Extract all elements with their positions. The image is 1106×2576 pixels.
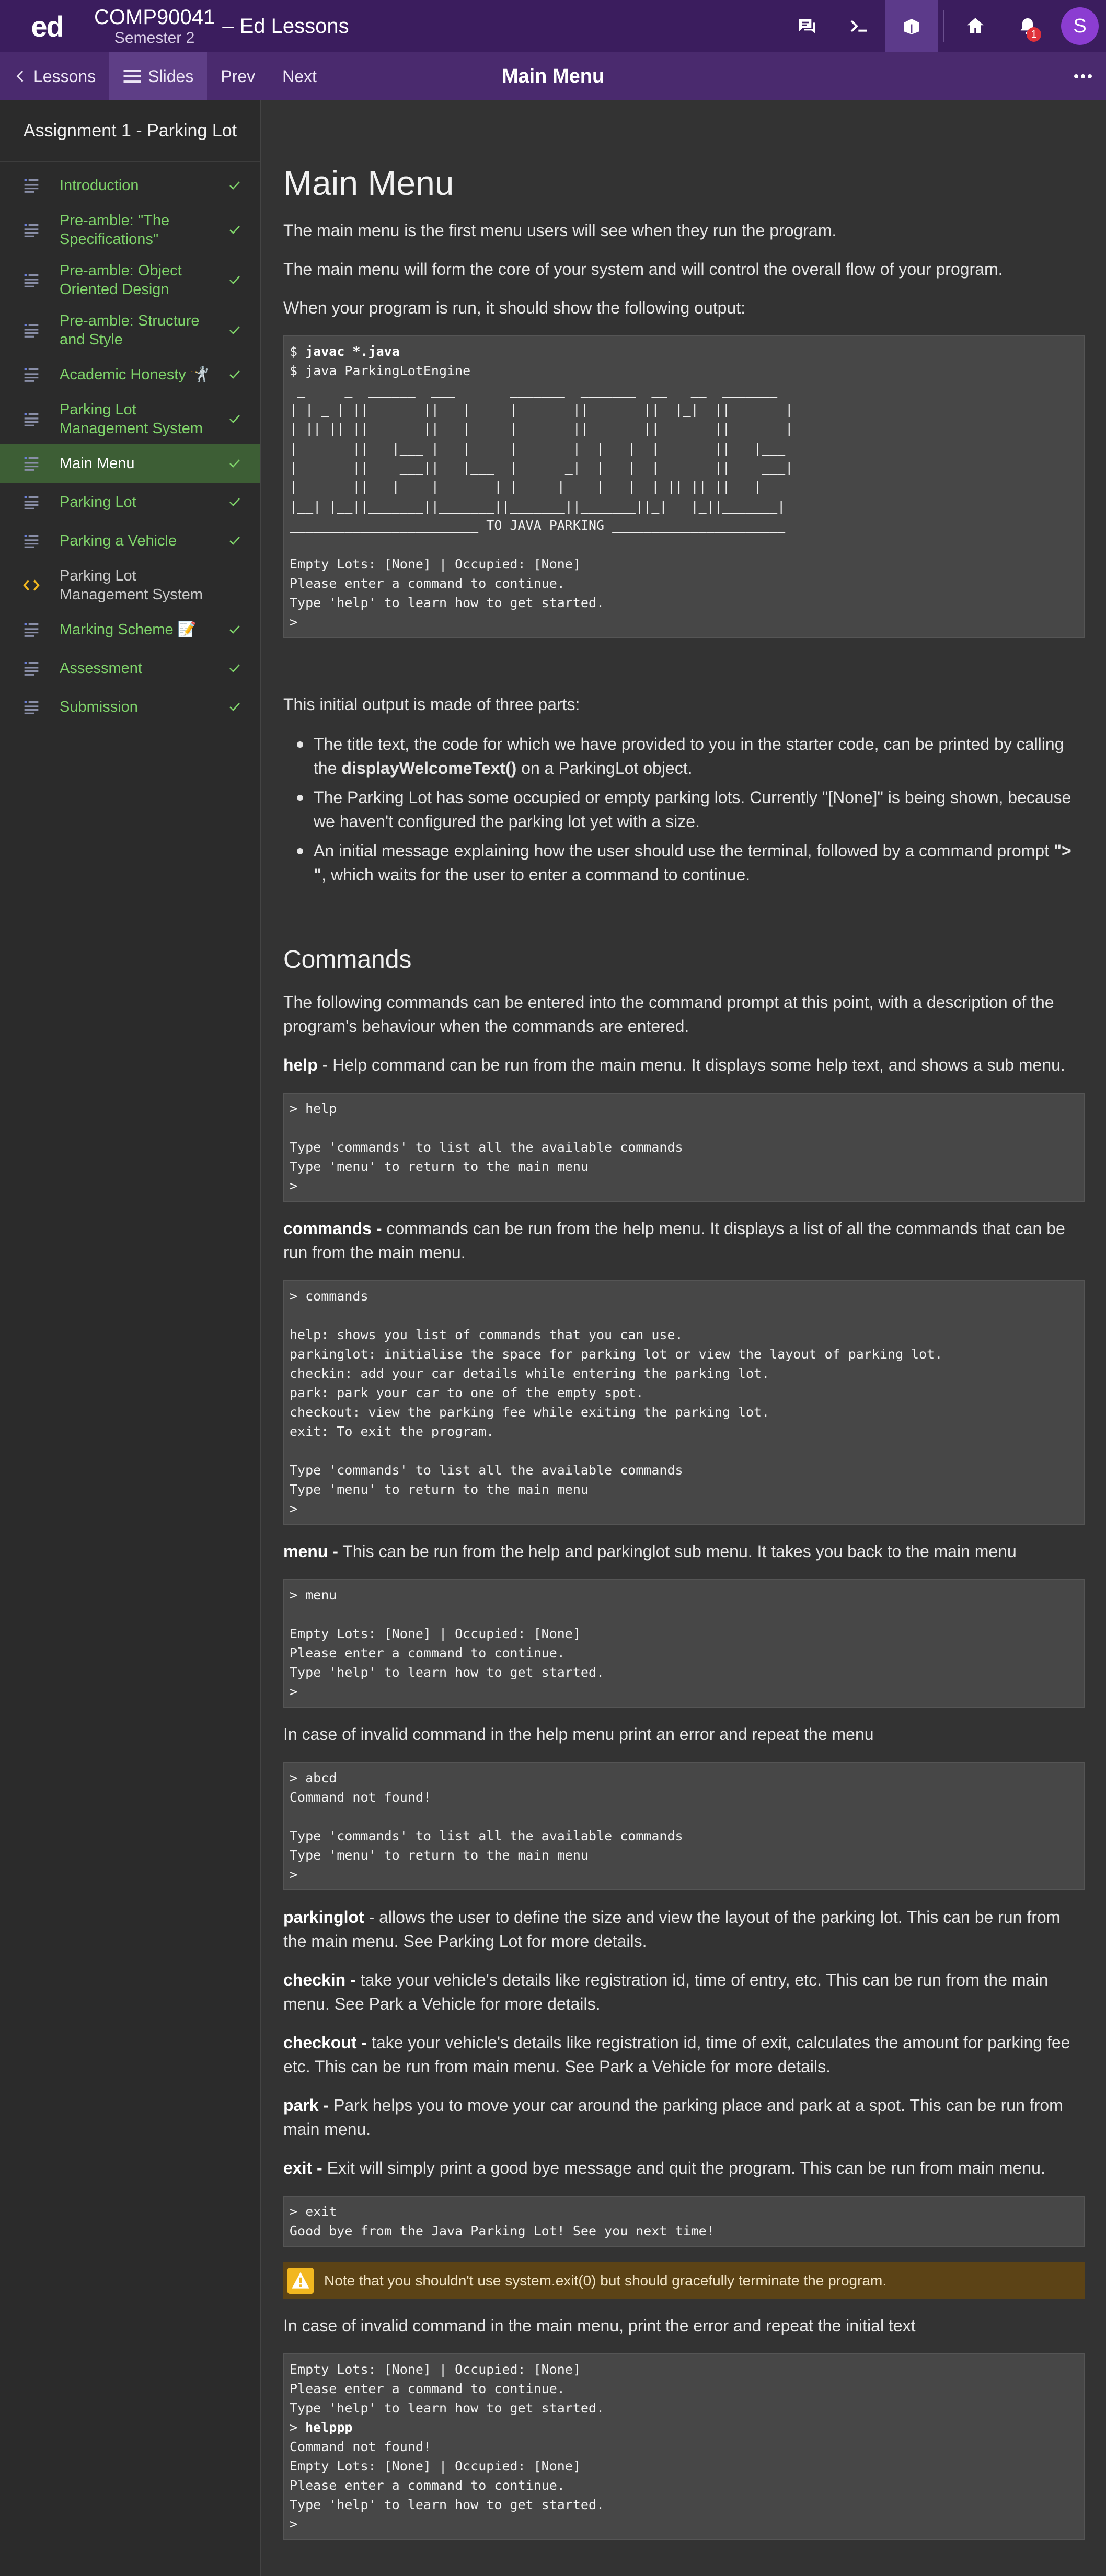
- slide-label: Parking Lot: [60, 494, 136, 510]
- check-icon: [229, 225, 240, 235]
- document-icon: [23, 621, 40, 638]
- code-icon: [23, 577, 40, 594]
- bullet-list: [314, 732, 1085, 887]
- code-block-menu[interactable]: > menu Empty Lots: [None] | Occupied: [None] Please enter a command to continue. Type 'help' to learn how to get started. >: [283, 1579, 1085, 1708]
- list-item: The Parking Lot has some occupied or empty parking lots. Currently "[None]" is being shown, because we haven't configured the parking lot yet with a size.: [314, 785, 1085, 833]
- app-title: – Ed Lessons: [222, 14, 349, 38]
- lessons-button[interactable]: [885, 0, 938, 52]
- sidebar-slide-item[interactable]: [0, 521, 260, 560]
- sidebar-slide-item[interactable]: [0, 688, 260, 726]
- check-icon: [229, 326, 240, 335]
- code-block-invalid-main[interactable]: Empty Lots: [None] | Occupied: [None] Please enter a command to continue. Type 'help' to learn how to get started. > helppp Command not found! Empty Lots: [None] | Occupied: [None] Please enter a command to continue. Type 'help' to learn how to get started. >: [283, 2353, 1085, 2540]
- welcome-banner: _ _ ______ ___ _______ _______ __ __ _______ | | _ | || || | | || || |_| || | | || || || ___|| | | ||_ _|| || ___| | || |___ | | | | | | | || |___ | || ___|| |___ | _| | | | || ___| | _ || |___ | | | |_ | | | ||_|| || |___ |__| |__||_______||_______||_______||_______||_| |_||_______| ________________________ TO JAVA PARKING ______________________: [290, 382, 793, 533]
- check-icon: [229, 536, 240, 546]
- chevron-left-icon: [14, 68, 27, 84]
- notification-badge: 1: [1027, 27, 1041, 42]
- paragraph: The main menu will form the core of your system and will control the overall flow of your program.: [283, 260, 1003, 279]
- lessons-book-icon: [901, 15, 923, 37]
- checkin-description: checkin - take your vehicle's details like registration id, time of entry, etc. This can be run from the main menu. See Park a Vehicle for more details.: [283, 1970, 1049, 2013]
- prev-button[interactable]: Prev: [221, 66, 256, 86]
- check-icon: [229, 459, 240, 468]
- more-options-button[interactable]: [1073, 52, 1093, 100]
- sidebar-slide-item[interactable]: [0, 166, 260, 205]
- slide-list: [0, 162, 260, 726]
- check-icon: [229, 414, 240, 424]
- slide-label: Marking Scheme 📝: [60, 621, 197, 638]
- sidebar-slide-item[interactable]: [0, 610, 260, 649]
- home-button[interactable]: [949, 0, 1001, 52]
- document-icon: [23, 494, 40, 510]
- check-icon: [229, 625, 240, 634]
- slide-label: Parking Lot Management System: [60, 567, 203, 603]
- paragraph: The following commands can be entered into the command prompt at this point, with a description of the program's behaviour when the commands are entered.: [283, 993, 1054, 1036]
- check-icon: [229, 275, 240, 285]
- user-menu-button[interactable]: [1054, 0, 1106, 52]
- slide-label: Pre-amble: Object Oriented Design: [60, 262, 182, 298]
- check-icon: [229, 664, 240, 673]
- slide-label: Academic Honesty 🤺: [60, 366, 209, 383]
- slides-label: Slides: [148, 66, 194, 86]
- top-header: [0, 0, 1106, 52]
- slide-label: Main Menu: [60, 455, 135, 472]
- ed-logo[interactable]: ed: [31, 9, 63, 43]
- code-command: helppp: [305, 2420, 353, 2435]
- sidebar-slide-item[interactable]: [0, 255, 260, 305]
- chat-icon: [797, 16, 817, 37]
- back-label: Lessons: [33, 66, 96, 86]
- commands-heading: Commands: [283, 946, 412, 973]
- document-icon: [23, 455, 40, 472]
- paragraph: This initial output is made of three parts:: [283, 695, 580, 714]
- document-icon: [23, 322, 40, 339]
- slide-label: Submission: [60, 699, 138, 715]
- slide-label: Pre-amble: Structure and Style: [60, 312, 200, 348]
- warning-text: Note that you shouldn't use system.exit(0) but should gracefully terminate the program.: [324, 2272, 887, 2289]
- paragraph: In case of invalid command in the help menu print an error and repeat the menu: [283, 1725, 874, 1744]
- list-item: An initial message explaining how the user should use the terminal, followed by a command prompt "> ", which waits for the user to enter a command to continue.: [314, 839, 1085, 887]
- check-icon: [229, 181, 240, 190]
- slides-toggle-button[interactable]: [109, 52, 207, 100]
- lesson-toolbar: [0, 52, 1106, 100]
- sidebar-slide-item[interactable]: [0, 394, 260, 444]
- slide-label: Assessment: [60, 660, 142, 677]
- next-button[interactable]: Next: [282, 66, 317, 86]
- slide-label: Parking Lot Management System: [60, 401, 203, 437]
- document-icon: [23, 272, 40, 288]
- sidebar-slide-item[interactable]: [0, 560, 260, 610]
- notifications-button[interactable]: [1001, 0, 1054, 52]
- exit-description: exit - Exit will simply print a good bye message and quit the program. This can be run from main menu.: [283, 2159, 1045, 2177]
- checkout-description: checkout - take your vehicle's details like registration id, time of exit, calculates the amount for parking fee etc. This can be run from main menu. See Park a Vehicle for more details.: [283, 2033, 1070, 2076]
- document-icon: [23, 222, 40, 238]
- list-item: The title text, the code for which we have provided to you in the starter code, can be printed by calling the displayWelcomeText() on a ParkingLot object.: [314, 732, 1085, 780]
- code-block-initial-output[interactable]: $ javac *.java $ java ParkingLotEngine _ _ ______ ___ _______ _______ __ __ _______ | | _ | || || | | || || |_| || | | || || || ___|| | | ||_ _|| || ___| | || |___ | | | | | | | || |___ | || ___|| |___ | _| | | | || ___| | _ || |___ | | | |_ | | | ||_|| || |___ |__| |__||_______||_______||_______||_______||_| |_||_______| ________________________ TO JAVA PARKING ______________________ Empty Lots: [None] | Occupied: [None] Please enter a command to continue. Type 'help' to learn how to get started. >: [283, 335, 1085, 638]
- commands-description: commands - commands can be run from the help menu. It displays a list of all the commands that can be run from the main menu.: [283, 1219, 1065, 1262]
- document-icon: [23, 532, 40, 549]
- document-icon: [23, 366, 40, 383]
- menu-description: menu - This can be run from the help and parkinglot sub menu. It takes you back to the main menu: [283, 1542, 1017, 1561]
- park-description: park - Park helps you to move your car around the parking place and park at a spot. This can be run from main menu.: [283, 2096, 1063, 2139]
- header-divider: [943, 10, 944, 42]
- code-command: javac *.java: [305, 344, 400, 359]
- home-icon: [964, 15, 986, 37]
- course-semester: Semester 2: [114, 29, 195, 47]
- course-selector[interactable]: [94, 0, 215, 52]
- back-to-lessons-button[interactable]: [0, 52, 109, 100]
- paragraph: When your program is run, it should show the following output:: [283, 298, 746, 317]
- code-block-exit[interactable]: > exit Good bye from the Java Parking Lot! See you next time!: [283, 2196, 1085, 2247]
- parkinglot-description: parkinglot - allows the user to define the size and view the layout of the parking lot. This can be run from the main menu. See Parking Lot for more details.: [283, 1908, 1061, 1951]
- slide-label: Parking a Vehicle: [60, 532, 177, 549]
- check-icon: [229, 497, 240, 507]
- menu-lines-icon: [123, 68, 142, 84]
- terminal-icon: [849, 16, 870, 37]
- top-icons: [781, 0, 1106, 52]
- code-block-commands[interactable]: > commands help: shows you list of commands that you can use. parkinglot: initialise the space for parking lot or view the layout of parking lot. checkin: add your car details while entering the parking lot. park: park your car to one of the empty spot. checkout: view the parking fee while exiting the parking lot. exit: To exit the program. Type 'commands' to list all the available commands Type 'menu' to return to the main menu >: [283, 1280, 1085, 1525]
- document-icon: [23, 660, 40, 677]
- avatar: S: [1061, 7, 1099, 45]
- document-icon: [23, 699, 40, 715]
- discussion-button[interactable]: [781, 0, 833, 52]
- sidebar-slide-item[interactable]: [0, 483, 260, 521]
- help-description: help - Help command can be run from the main menu. It displays some help text, and shows a sub menu.: [283, 1055, 1065, 1074]
- lesson-title: Assignment 1 - Parking Lot: [0, 100, 260, 162]
- document-icon: [23, 411, 40, 427]
- document-icon: [23, 177, 40, 194]
- check-icon: [229, 370, 240, 379]
- paragraph: The main menu is the first menu users will see when they run the program.: [283, 221, 837, 240]
- method-name: displayWelcomeText(): [341, 759, 517, 778]
- slide-label: Pre-amble: "The Specifications": [60, 212, 170, 248]
- workspace-button[interactable]: [833, 0, 885, 52]
- code-command: java ParkingLotEngine: [305, 363, 471, 378]
- slide-title: Main Menu: [501, 65, 605, 87]
- prompt-symbol: "> ": [314, 841, 1072, 884]
- code-block-help[interactable]: > help Type 'commands' to list all the available commands Type 'menu' to return to the main menu >: [283, 1093, 1085, 1202]
- warning-icon: [287, 2268, 314, 2294]
- course-code: COMP90041: [94, 6, 215, 29]
- sidebar-slide-item[interactable]: [0, 305, 260, 355]
- warning-callout: [283, 2262, 1085, 2299]
- slide-content: [283, 100, 1085, 2540]
- sidebar-slide-item[interactable]: [0, 205, 260, 255]
- slide-label: Introduction: [60, 177, 139, 194]
- sidebar-slide-item[interactable]: [0, 355, 260, 394]
- code-block-invalid-help[interactable]: > abcd Command not found! Type 'commands' to list all the available commands Type 'menu' to return to the main menu >: [283, 1762, 1085, 1890]
- check-icon: [229, 702, 240, 712]
- content-heading: Main Menu: [283, 164, 454, 202]
- sidebar-slide-item[interactable]: [0, 649, 260, 688]
- paragraph: In case of invalid command in the main menu, print the error and repeat the initial text: [283, 2316, 916, 2335]
- code-status: Empty Lots: [None] | Occupied: [None] Please enter a command to continue. Type 'help' to learn how to get started. >: [290, 556, 605, 630]
- slides-sidebar: [0, 100, 261, 2576]
- sidebar-slide-item[interactable]: [0, 444, 260, 483]
- ellipsis-icon: [1073, 73, 1093, 80]
